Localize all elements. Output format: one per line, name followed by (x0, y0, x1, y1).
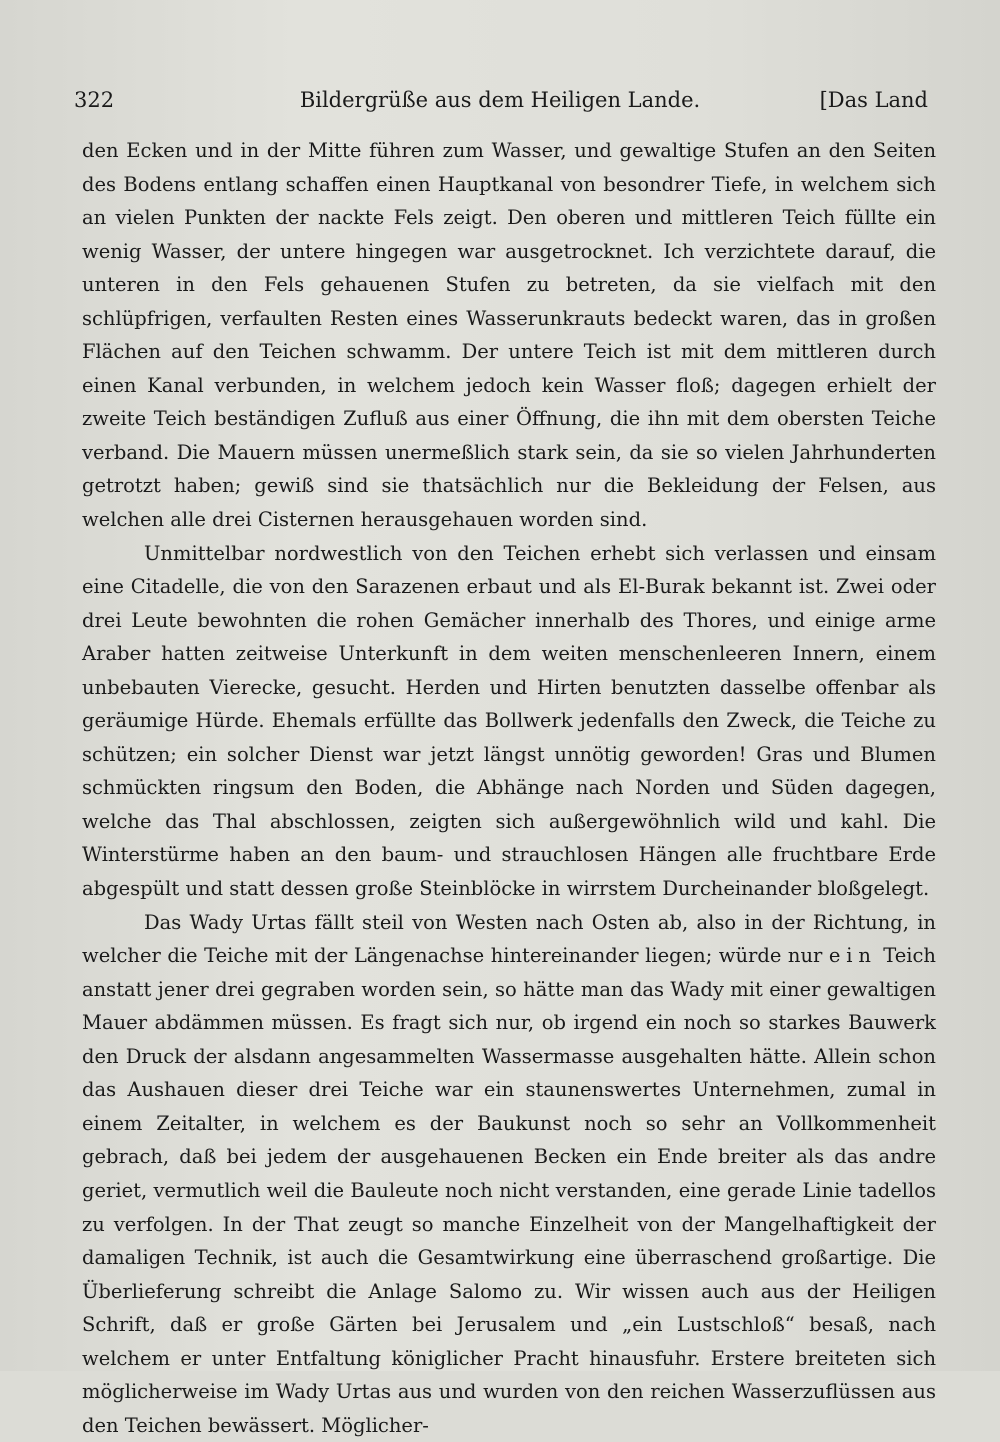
paragraph-1: den Ecken und in der Mitte führen zum Wasser, und gewaltige Stufen an den Seiten des Bodens entlang schaffen einen Hauptkanal von besondrer Tiefe, in welchem sich an vielen Punkten der nackte Fels zeigt. Den oberen und mittleren Teich füllte ein wenig Wasser, der untere hingegen war ausgetrocknet. Ich verzichtete darauf, die unteren in den Fels gehauenen Stufen zu betreten, da sie vielfach mit den schlüpfrigen, verfaulten Resten eines Wasserunkrauts bedeckt waren, das in großen Flächen auf den Teichen schwamm. Der untere Teich ist mit dem mittleren durch einen Kanal verbunden, in welchem jedoch kein Wasser floß; dagegen erhielt der zweite Teich beständigen Zufluß aus einer Öffnung, die ihn mit dem obersten Teiche verband. Die Mauern müssen unermeßlich stark sein, da sie so vielen Jahrhunderten getrotzt haben; gewiß sind sie thatsächlich nur die Bekleidung der Felsen, aus welchen alle drei Cisternen herausgehauen worden sind. (82, 139, 936, 532)
page-header (72, 88, 928, 120)
section-marker: [Das Land (819, 88, 928, 112)
running-title: Bildergrüße aus dem Heiligen Lande. (299, 88, 701, 112)
paragraph-3-part-1: Das Wady Urtas fällt steil von Westen nach Osten ab, also in der Richtung, in welcher die Teiche mit der Längenachse hintereinander liegen; würde nur (82, 910, 936, 968)
body-text (82, 134, 936, 1442)
paragraph-3-part-2: Teich anstatt jener drei gegraben worden sein, so hätte man das Wady mit einer gewaltigen Mauer abdämmen müssen. Es fragt sich nur, ob irgend ein noch so starkes Bauwerk den Druck der alsdann angesammelten Wassermasse ausgehalten hätte. Allein schon das Aushauen dieser drei Teiche war ein staunenswertes Unternehmen, zumal in einem Zeitalter, in welchem es der Baukunst noch so sehr an Vollkommenheit gebrach, daß bei jedem der ausgehauenen Becken ein Ende breiter als das andre geriet, vermutlich weil die Bauleute noch nicht verstanden, eine gerade Linie tadellos zu verfolgen. In der That zeugt so manche Einzelheit von der Mangelhaftigkeit der damaligen Technik, ist auch die Gesamtwirkung eine überraschend großartige. Die Überlieferung schreibt die Anlage Salomo zu. Wir wissen auch aus der Heiligen Schrift, daß er große Gärten bei Jerusalem und „ein Lustschloß“ besaß, nach welchem er unter Entfaltung königlicher Pracht hinausfuhr. Erstere breiteten sich möglicherweise im Wady Urtas aus und wurden von den reichen Wasserzuflüssen aus den Teichen bewässert. Möglicher- (82, 944, 936, 1437)
paragraph-3 (82, 906, 936, 1442)
page-number: 322 (74, 88, 115, 112)
paragraph-2: Unmittelbar nordwestlich von den Teichen erhebt sich verlassen und einsam eine Citadelle, die von den Sarazenen erbaut und als El-Burak bekannt ist. Zwei oder drei Leute bewohnten die rohen Gemächer innerhalb des Thores, und einige arme Araber hatten zeitweise Unterkunft in dem weiten menschenleeren Innern, einem unbebauten Vierecke, gesucht. Herden und Hirten benutzten dasselbe offenbar als geräumige Hürde. Ehemals erfüllte das Bollwerk jedenfalls den Zweck, die Teiche zu schützen; ein solcher Dienst war jetzt längst unnötig geworden! Gras und Blumen schmückten ringsum den Boden, die Abhänge nach Norden und Süden dagegen, welche das Thal abschlossen, zeigten sich außergewöhnlich wild und kahl. Die Winterstürme haben an den baum- und strauchlosen Hängen alle fruchtbare Erde abgespült und statt dessen große Steinblöcke in wirrstem Durcheinander bloßgelegt. (82, 541, 936, 901)
emphasized-word: ein (828, 944, 877, 968)
